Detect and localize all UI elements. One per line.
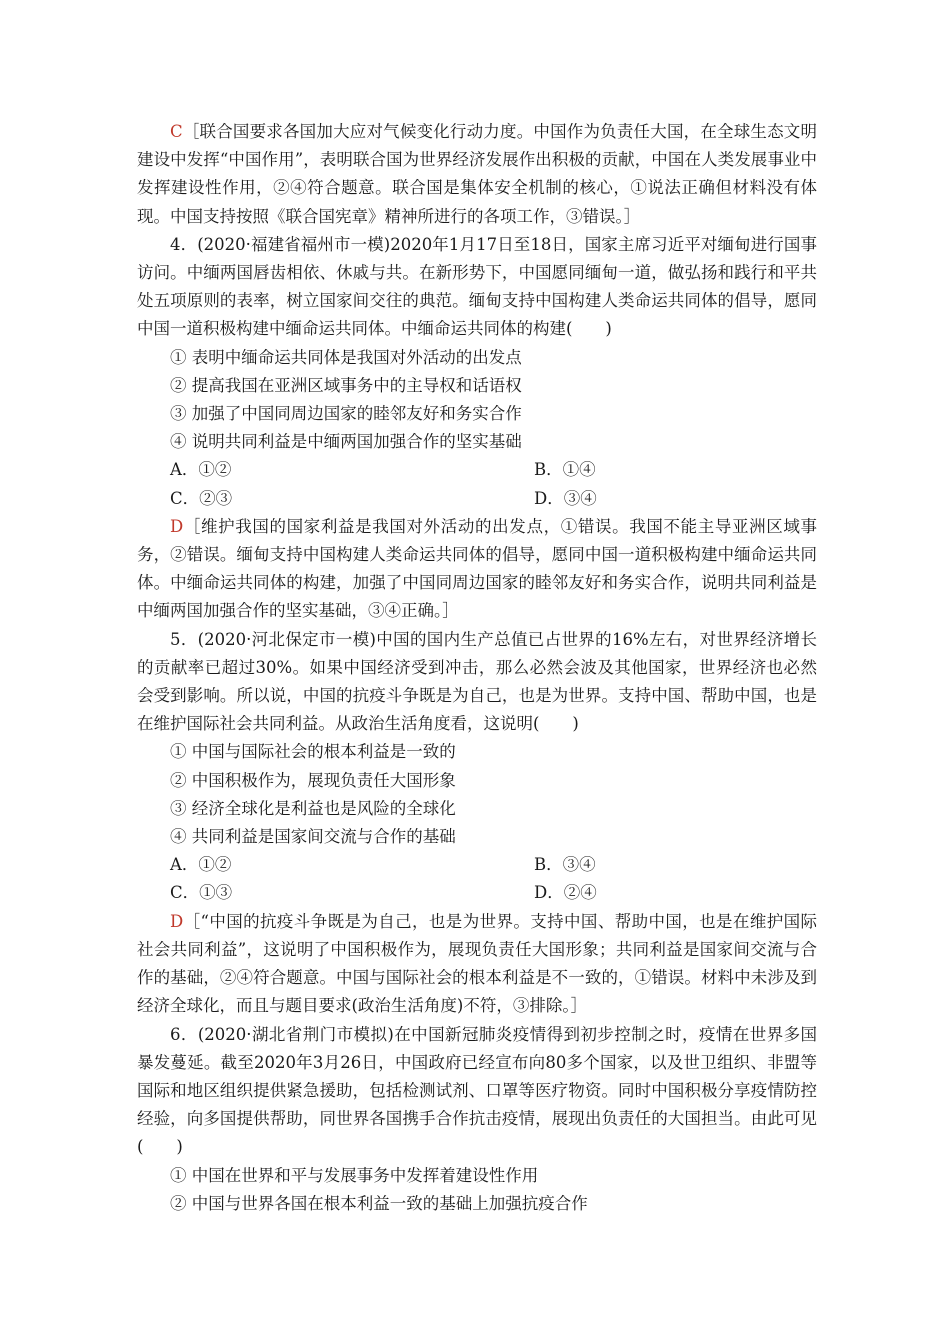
statement-option: ③ 经济全球化是利益也是风险的全球化 (170, 798, 456, 818)
statement-option: ④ 共同利益是国家间交流与合作的基础 (170, 827, 456, 847)
document-content (137, 118, 817, 1218)
statement-option: ① 中国与国际社会的根本利益是一致的 (170, 742, 456, 762)
choice-a: A．①② (170, 855, 232, 875)
answer-letter: D (170, 911, 184, 931)
choice-b: B．③④ (534, 855, 596, 875)
choice-c: C．①③ (170, 883, 233, 903)
answer-explanation (137, 513, 817, 626)
statement-option: ② 提高我国在亚洲区域事务中的主导权和话语权 (170, 375, 522, 395)
choice-d: D．②④ (534, 883, 597, 903)
answer-explanation (137, 908, 817, 1021)
statement-option: ② 中国与世界各国在根本利益一致的基础上加强抗疫合作 (170, 1193, 588, 1213)
explanation-text: ［联合国要求各国加大应对气候变化行动力度。中国作为负责任大国，在全球生态文明建设中发挥“中国作用”，表明联合国为世界经济发展作出积极的贡献，中国在人类发展事业中发挥建设性作用，②④符合题意。联合国是集体安全机制的核心，①说法正确但材料没有体现。中国支持按照《联合国宪章》精神所进行的各项工作，③错误。］ (137, 122, 817, 226)
choice-row (137, 851, 817, 879)
question-stem: 6．(2020·湖北省荆门市模拟)在中国新冠肺炎疫情得到初步控制之时，疫情在世界多国暴发蔓延。截至2020年3月26日，中国政府已经宣布向80多个国家，以及世卫组织、非盟等国际和地区组织提供紧急援助，包括检测试剂、口罩等医疗物资。同时中国积极分享疫情防控经验，向多国提供帮助，同世界各国携手合作抗击疫情，展现出负责任的大国担当。由此可见( ) (137, 1024, 817, 1157)
statement-option: ① 表明中缅命运共同体是我国对外活动的出发点 (170, 347, 522, 367)
choice-row (137, 879, 817, 907)
answer-letter: D (170, 516, 184, 536)
statement-option: ② 中国积极作为，展现负责任大国形象 (170, 770, 456, 790)
answer-explanation (137, 118, 817, 231)
choice-row (137, 456, 817, 484)
choice-row (137, 485, 817, 513)
question-stem: 5．(2020·河北保定市一模)中国的国内生产总值已占世界的16%左右，对世界经济增长的贡献率已超过30%。如果中国经济受到冲击，那么必然会波及其他国家，世界经济也必然会受到影响。所以说，中国的抗疫斗争既是为自己，也是为世界。支持中国、帮助中国，也是在维护国际社会共同利益。从政治生活角度看，这说明( ) (137, 629, 817, 734)
question-stem: 4．(2020·福建省福州市一模)2020年1月17日至18日，国家主席习近平对缅甸进行国事访问。中缅两国唇齿相依、休戚与共。在新形势下，中国愿同缅甸一道，做弘扬和践行和平共处五项原则的表率，树立国家间交往的典范。缅甸支持中国构建人类命运共同体的倡导，愿同中国一道积极构建中缅命运共同体。中缅命运共同体的构建( ) (137, 234, 817, 339)
statement-option: ④ 说明共同利益是中缅两国加强合作的坚实基础 (170, 432, 522, 452)
statement-option: ① 中国在世界和平与发展事务中发挥着建设性作用 (170, 1165, 539, 1185)
choice-c: C．②③ (170, 488, 233, 508)
choice-d: D．③④ (534, 488, 597, 508)
explanation-text: ［“中国的抗疫斗争既是为自己，也是为世界。支持中国、帮助中国，也是在维护国际社会共同利益”，这说明了中国积极作为，展现负责任大国形象；共同利益是国家间交流与合作的基础，②④符合题意。中国与国际社会的根本利益是不一致的，①错误。材料中未涉及到经济全球化，而且与题目要求(政治生活角度)不符，③排除。］ (137, 911, 817, 1016)
choice-b: B．①④ (534, 460, 596, 480)
explanation-text: ［维护我国的国家利益是我国对外活动的出发点，①错误。我国不能主导亚洲区域事务，②错误。缅甸支持中国构建人类命运共同体的倡导，愿同中国一道积极构建中缅命运共同体。中缅命运共同体的构建，加强了中国同周边国家的睦邻友好和务实合作，说明共同利益是中缅两国加强合作的坚实基础，③④正确。］ (137, 516, 817, 621)
statement-option: ③ 加强了中国同周边国家的睦邻友好和务实合作 (170, 404, 522, 424)
choice-a: A．①② (170, 460, 232, 480)
answer-letter: C (170, 122, 183, 141)
